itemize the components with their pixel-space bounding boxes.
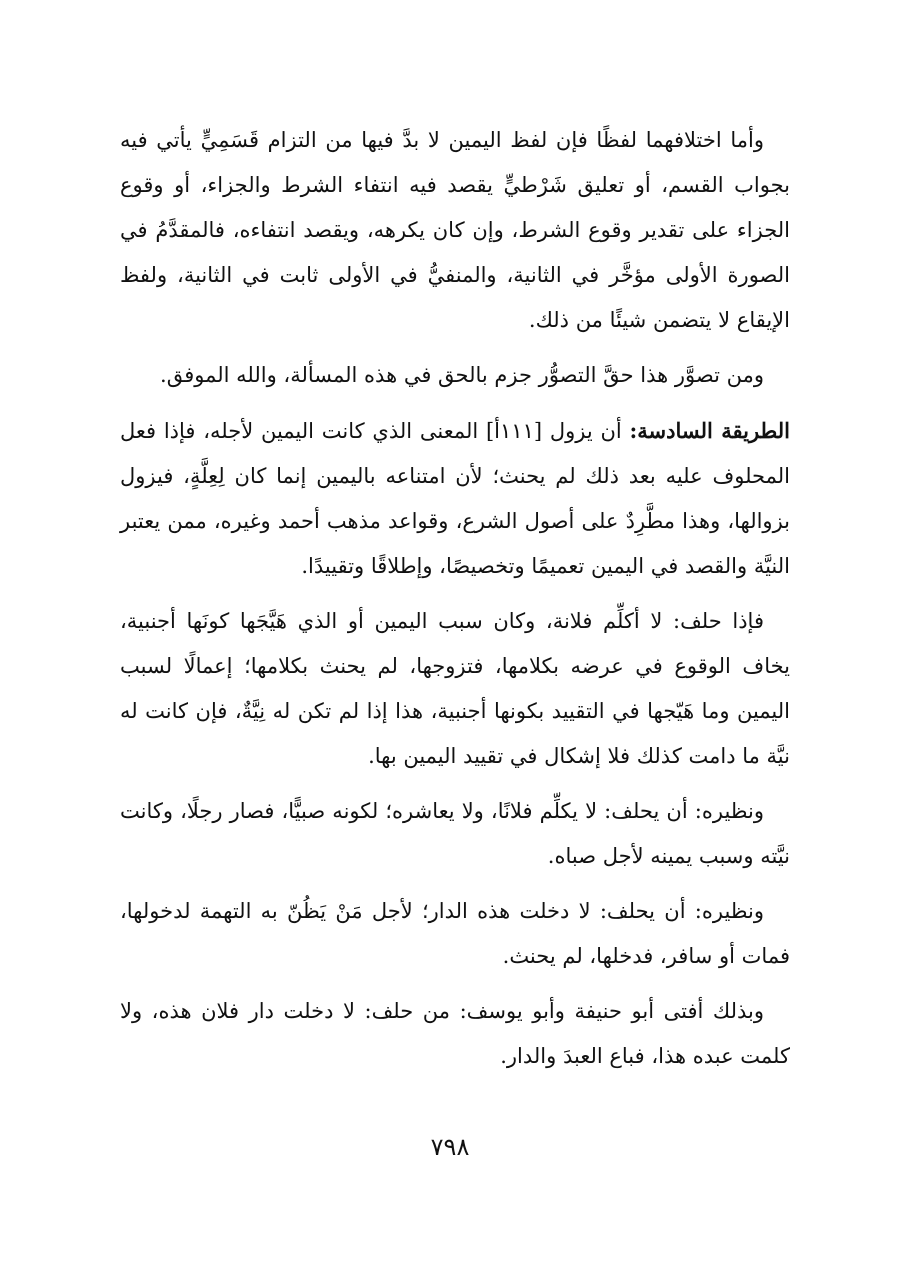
paragraph-2: ومن تصوَّر هذا حقَّ التصوُّر جزم بالحق في هذه المسألة، والله الموفق. (160, 363, 764, 387)
section-heading: الطريقة السادسة: (629, 418, 790, 443)
paragraph-3 (120, 408, 790, 589)
page-body (120, 118, 790, 1111)
paragraph-7: وبذلك أفتى أبو حنيفة وأبو يوسف: من حلف: لا دخلت دار فلان هذه، ولا كلمت عبده هذا، فباع العبدَ والدار. (120, 999, 790, 1068)
paragraph-6: ونظيره: أن يحلف: لا دخلت هذه الدار؛ لأجل مَنْ يَظُنّ به التهمة لدخولها، فمات أو سافر، فدخلها، لم يحنث. (120, 899, 790, 968)
paragraph-1: وأما اختلافهما لفظًا فإن لفظ اليمين لا بدَّ فيها من التزام قَسَمِيٍّ يأتي فيه بجواب القسم، أو تعليق شَرْطيٍّ يقصد فيه انتفاء الشرط والجزاء، أو وقوع الجزاء على تقدير وقوع الشرط، وإن كان يكرهه، ويقصد انتفاءه، فالمقدَّمُ في الصورة الأولى مؤخَّر في الثانية، والمنفيُّ في الأولى ثابت في الثانية، ولفظ الإيقاع لا يتضمن شيئًا من ذلك. (120, 128, 790, 332)
paragraph-5: ونظيره: أن يحلف: لا يكلِّم فلانًا، ولا يعاشره؛ لكونه صبيًّا، فصار رجلًا، وكانت نيَّته وسبب يمينه لأجل صباه. (120, 799, 790, 868)
paragraph-3-text: أن يزول [١١١أ] المعنى الذي كانت اليمين لأجله، فإذا فعل المحلوف عليه بعد ذلك لم يحنث؛ لأن امتناعه باليمين إنما كان لِعِلَّةٍ، فيزول بزوالها، وهذا مطَّرِدٌ على أصول الشرع، وقواعد مذهب أحمد وغيره، ممن يعتبر النيَّة والقصد في اليمين تعميمًا وتخصيصًا، وإطلاقًا وتقييدًا. (120, 419, 790, 578)
page-number: ٧٩٨ (430, 1133, 470, 1161)
paragraph-4: فإذا حلف: لا أكلِّم فلانة، وكان سبب اليمين أو الذي هَيَّجَها كونَها أجنبية، يخاف الوقوع في عرضه بكلامها، فتزوجها، لم يحنث بكلامها؛ إعمالًا لسبب اليمين وما هَيّجها في التقييد بكونها أجنبية، هذا إذا لم تكن له نِيَّةٌ، فإن كانت له نيَّة ما دامت كذلك فلا إشكال في تقييد اليمين بها. (120, 609, 790, 768)
